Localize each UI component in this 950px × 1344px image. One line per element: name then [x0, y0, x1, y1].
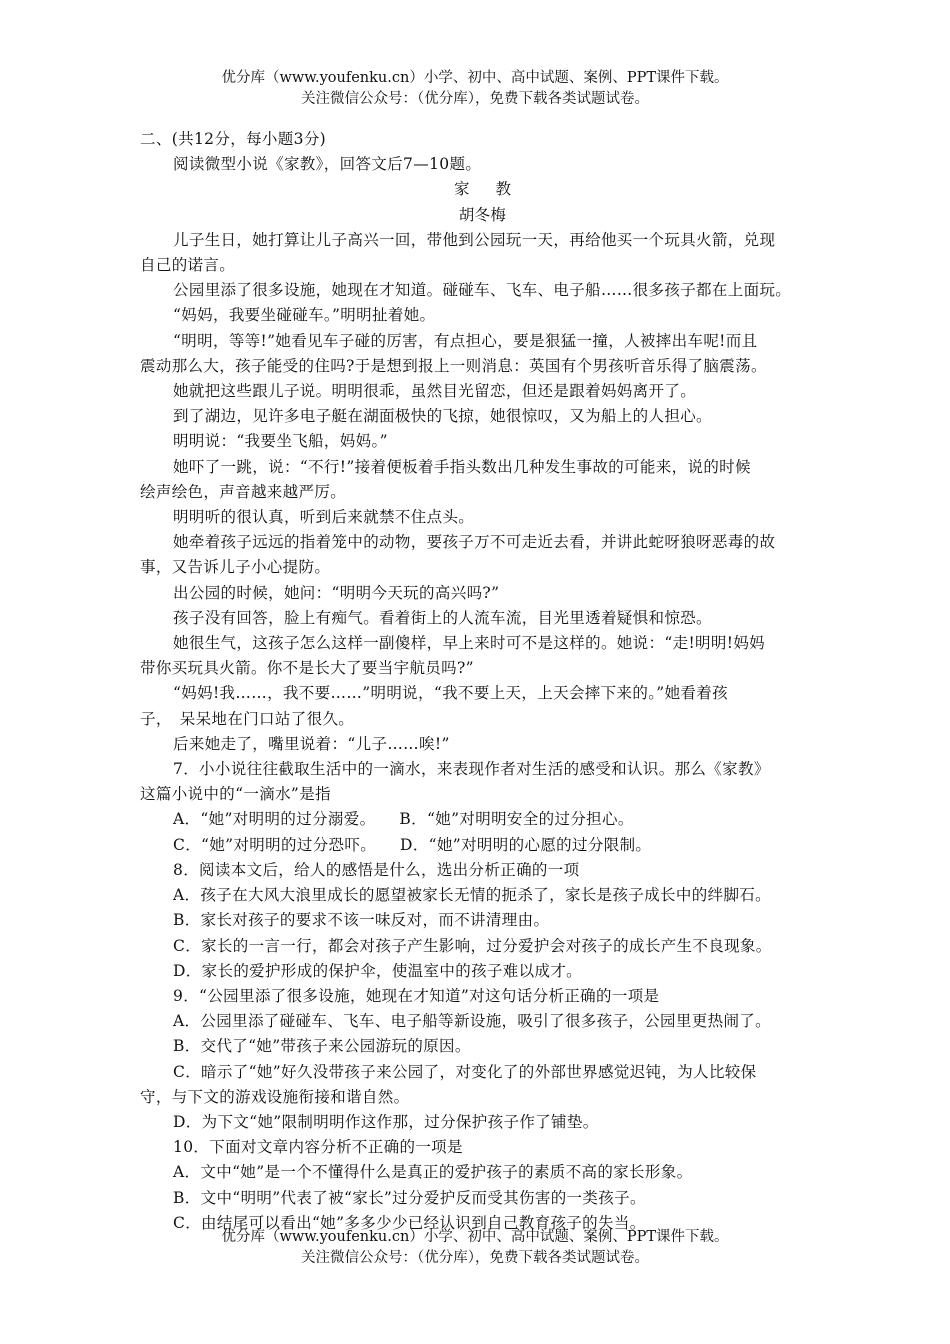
question-line: 7．小小说往往截取生活中的一滴水，来表现作者对生活的感受和认识。那么《家教》 — [173, 760, 770, 779]
story-line: 绘声绘色，声音越来越严厉。 — [140, 482, 347, 501]
story-line: 带你买玩具火箭。你不是长大了要当宇航员吗?” — [140, 659, 474, 678]
question-line: 9．“公园里添了很多设施，她现在才知道”对这句话分析正确的一项是 — [173, 986, 660, 1005]
option-line: A．公园里添了碰碰车、飞车、电子船等新设施，吸引了很多孩子，公园里更热闹了。 — [173, 1012, 771, 1031]
story-line: 公园里添了很多设施，她现在才知道。碰碰车、飞车、电子船……很多孩子都在上面玩。 — [173, 281, 792, 300]
question-line: 10．下面对文章内容分析不正确的一项是 — [173, 1138, 463, 1157]
option-line: 守，与下文的游戏设施衔接和谐自然。 — [140, 1087, 410, 1106]
story-line: 孩子没有回答，脸上有痴气。看着街上的人流车流，目光里透着疑惧和惊恐。 — [173, 608, 712, 627]
option-line: A．“她”对明明的过分溺爱。 B．“她”对明明安全的过分担心。 — [173, 810, 634, 829]
story-line: “妈妈!我……，我不要……”明明说，“我不要上天，上天会摔下来的。”她看着孩 — [173, 684, 728, 703]
header-line-2: 关注微信公众号：（优分库），免费下载各类试题试卷。 — [301, 91, 649, 107]
story-line: 儿子生日，她打算让儿子高兴一回，带他到公园玩一天，再给他买一个玩具火箭，兑现 — [173, 230, 776, 249]
option-line: C．由结尾可以看出“她”多多少少已经认识到自己教育孩子的失当。 — [173, 1213, 646, 1232]
page-header — [0, 68, 950, 110]
story-line: “妈妈，我要坐碰碰车。”明明扯着她。 — [173, 306, 436, 325]
option-line: C．家长的一言一行，都会对孩子产生影响，过分爱护会对孩子的成长产生不良现象。 — [173, 936, 772, 955]
story-line: 她牵着孩子远远的指着笼中的动物，要孩子万不可走近去看，并讲此蛇呀狼呀恶毒的故 — [173, 533, 776, 552]
footer-line-1: 优分库（www.youfenku.cn）小学、初中、高中试题、案例、PPT课件下载。 — [221, 1229, 729, 1245]
story-line: 子， 呆呆地在门口站了很久。 — [140, 709, 355, 728]
option-line: D．家长的爱护形成的保护伞，使温室中的孩子难以成才。 — [173, 961, 583, 980]
page-footer — [0, 1227, 950, 1269]
story-line: 明明说：“我要坐飞船，妈妈。” — [173, 432, 388, 451]
story-line: 事，又告诉儿子小心提防。 — [140, 558, 331, 577]
story-line: “明明，等等!”她看见车子碰的厉害，有点担心，要是狠猛一撞，人被摔出车呢!而且 — [173, 331, 758, 350]
story-line: 出公园的时候，她问：“明明今天玩的高兴吗?” — [173, 583, 500, 602]
story-line: 明明听的很认真，听到后来就禁不住点头。 — [173, 508, 475, 527]
header-line-1: 优分库（www.youfenku.cn）小学、初中、高中试题、案例、PPT课件下载。 — [221, 70, 729, 86]
story-line: 她很生气，这孩子怎么这样一副傻样，早上来时可不是这样的。她说：“走!明明!妈妈 — [173, 634, 766, 653]
document-body — [140, 127, 825, 1236]
section-heading: 二、(共12分，每小题3分) — [140, 130, 327, 148]
option-line: B．交代了“她”带孩子来公园游玩的原因。 — [173, 1037, 471, 1056]
question-line: 8．阅读本文后，给人的感悟是什么，选出分析正确的一项 — [173, 860, 580, 879]
option-line: B．文中“明明”代表了被“家长”过分爱护反而受其伤害的一类孩子。 — [173, 1188, 646, 1207]
story-author: 胡冬梅 — [458, 205, 507, 224]
option-line: C．“她”对明明的过分恐吓。 D．“她”对明明的心愿的过分限制。 — [173, 835, 652, 854]
story-line: 到了湖边，见许多电子艇在湖面极快的飞掠，她很惊叹，又为船上的人担心。 — [173, 407, 712, 426]
story-line: 震动那么大，孩子能受的住吗?于是想到报上一则消息：英国有个男孩听音乐得了脑震荡。 — [140, 356, 767, 375]
story-title: 家教 — [453, 180, 537, 199]
option-line: B．家长对孩子的要求不该一味反对，而不讲清理由。 — [173, 911, 550, 930]
story-line: 她就把这些跟儿子说。明明很乖，虽然目光留恋，但还是跟着妈妈离开了。 — [173, 382, 697, 401]
option-line: A．文中“她”是一个不懂得什么是真正的爱护孩子的素质不高的家长形象。 — [173, 1163, 693, 1182]
story-line: 后来她走了，嘴里说着：“儿子……唉!” — [173, 734, 450, 753]
section-instruction: 阅读微型小说《家教》，回答文后7—10题。 — [173, 155, 482, 174]
story-line: 自己的诺言。 — [140, 256, 236, 275]
option-line: D．为下文“她”限制明明作这作那，过分保护孩子作了铺垫。 — [173, 1112, 599, 1131]
option-line: A．孩子在大风大浪里成长的愿望被家长无情的扼杀了，家长是孩子成长中的绊脚石。 — [173, 886, 771, 905]
story-line: 她吓了一跳，说：“不行!”接着便板着手指头数出几种发生事故的可能来，说的时候 — [173, 457, 751, 476]
question-line: 这篇小说中的“一滴水”是指 — [140, 785, 331, 804]
option-line: C．暗示了“她”好久没带孩子来公园了，对变化了的外部世界感觉迟钝，为人比较保 — [173, 1062, 757, 1081]
footer-line-2: 关注微信公众号：（优分库），免费下载各类试题试卷。 — [301, 1250, 649, 1266]
